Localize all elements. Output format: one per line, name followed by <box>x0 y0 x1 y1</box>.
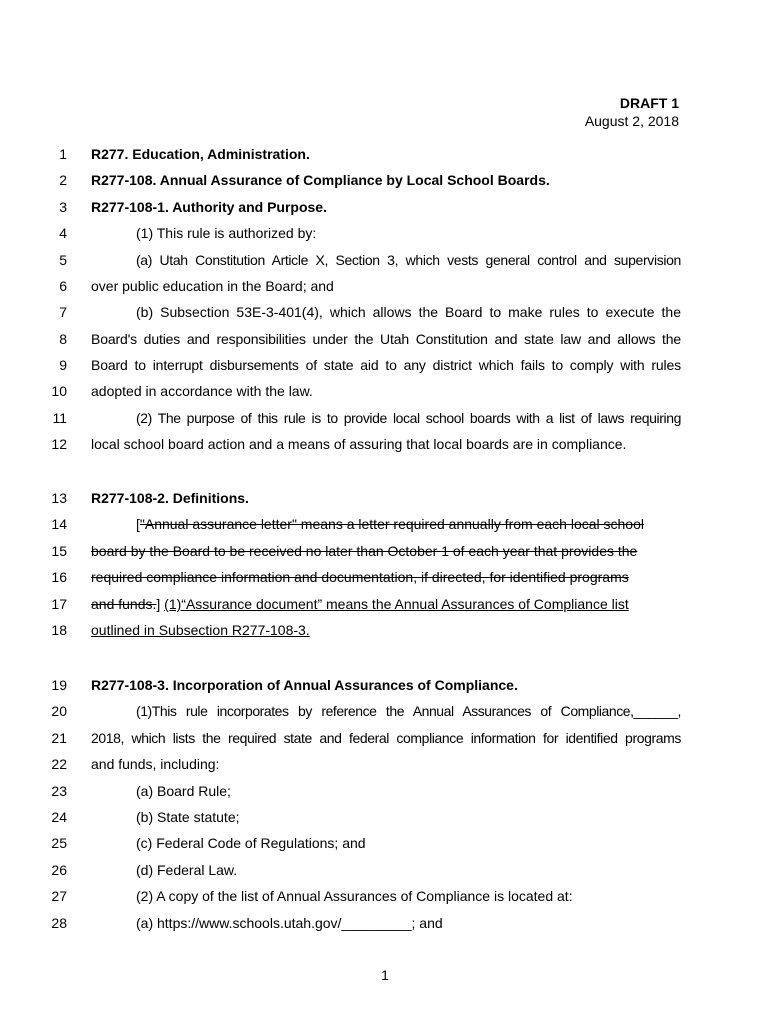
document-line <box>0 567 770 587</box>
document-line <box>0 302 770 322</box>
line-number: 17 <box>51 596 67 612</box>
section-heading: R277-108-1. Authority and Purpose. <box>91 199 327 215</box>
document-line <box>0 488 770 508</box>
document-line <box>0 434 770 454</box>
line-number: 19 <box>51 677 67 693</box>
body-text: (a) Board Rule; <box>136 783 231 799</box>
line-number: 2 <box>59 172 67 188</box>
body-text: (2) The purpose of this rule is to provide local school boards with a list of laws requiring <box>136 410 681 426</box>
body-text: (b) State statute; <box>136 809 240 825</box>
line-number: 3 <box>59 199 67 215</box>
document-line <box>0 329 770 349</box>
document-line <box>0 355 770 375</box>
document-line <box>0 250 770 270</box>
line-number: 27 <box>51 888 67 904</box>
body-text: 2018, which lists the required state and federal compliance information for identified programs <box>91 730 681 746</box>
body-text: (1) This rule is authorized by: <box>136 225 317 241</box>
document-line <box>0 675 770 695</box>
line-number: 9 <box>59 357 67 373</box>
line-number: 18 <box>51 622 67 638</box>
line-number: 21 <box>51 730 67 746</box>
document-line <box>0 833 770 853</box>
body-text: (a) https://www.schools.utah.gov/_________; and <box>136 915 443 931</box>
document-line <box>0 886 770 906</box>
line-number: 5 <box>59 252 67 268</box>
body-text: Board's duties and responsibilities under the Utah Constitution and state law and allows the <box>91 331 681 347</box>
body-text: over public education in the Board; and <box>91 278 334 294</box>
document-line <box>0 728 770 748</box>
body-text: (a) Utah Constitution Article X, Section 3, which vests general control and supervision <box>136 252 681 268</box>
line-number: 13 <box>51 490 67 506</box>
line-number: 8 <box>59 331 67 347</box>
document-line <box>0 807 770 827</box>
document-line <box>0 913 770 933</box>
document-line <box>0 197 770 217</box>
page-number: 1 <box>381 967 389 983</box>
amended-text <box>91 541 681 561</box>
line-number: 11 <box>52 410 67 426</box>
section-heading: R277-108-3. Incorporation of Annual Assurances of Compliance. <box>91 677 518 693</box>
document-line <box>0 408 770 428</box>
document-line <box>0 594 770 614</box>
section-heading: R277-108. Annual Assurance of Compliance by Local School Boards. <box>91 172 550 188</box>
deleted-text: and funds. <box>91 596 157 612</box>
section-heading: R277-108-2. Definitions. <box>91 490 249 506</box>
line-number: 6 <box>59 278 67 294</box>
line-number: 24 <box>51 809 67 825</box>
draft-label: DRAFT 1 <box>619 95 679 111</box>
deleted-text: board by the Board to be received no later than October 1 of each year that provides the <box>91 543 638 559</box>
amended-text <box>91 567 681 587</box>
document-line <box>0 170 770 190</box>
document-line <box>0 781 770 801</box>
deletion-bracket: ] <box>156 596 165 612</box>
deleted-text: required compliance information and documentation, if directed, for identified programs <box>91 569 629 585</box>
body-text: local school board action and a means of assuring that local boards are in compliance. <box>91 436 627 452</box>
line-number: 23 <box>51 783 67 799</box>
inserted-text: outlined in Subsection R277-108-3. <box>91 622 310 638</box>
line-number: 25 <box>51 835 67 851</box>
document-line <box>0 754 770 774</box>
body-text: adopted in accordance with the law. <box>91 383 313 399</box>
line-number: 26 <box>51 862 67 878</box>
document-line <box>0 620 770 640</box>
body-text: (1)This rule incorporates by reference the Annual Assurances of Compliance,______, <box>136 703 681 719</box>
amended-text <box>91 620 681 640</box>
line-number: 16 <box>51 569 67 585</box>
deletion-bracket: [ <box>136 516 140 532</box>
line-number: 7 <box>59 304 67 320</box>
line-number: 20 <box>51 703 67 719</box>
line-number: 1 <box>59 146 67 162</box>
document-line <box>0 701 770 721</box>
document-line <box>0 860 770 880</box>
section-heading: R277. Education, Administration. <box>91 146 310 162</box>
deleted-text: "Annual assurance letter" means a letter required annually from each local school <box>139 516 644 532</box>
document-line <box>0 144 770 164</box>
document-line <box>0 541 770 561</box>
document-line <box>0 381 770 401</box>
line-number: 22 <box>51 756 67 772</box>
document-line <box>0 223 770 243</box>
body-text: (d) Federal Law. <box>136 862 238 878</box>
line-number: 14 <box>51 516 67 532</box>
inserted-text: (1)“Assurance document” means the Annual Assurances of Compliance list <box>164 596 629 612</box>
line-number: 4 <box>59 225 67 241</box>
body-text: (2) A copy of the list of Annual Assurances of Compliance is located at: <box>136 888 573 904</box>
line-number: 28 <box>51 915 67 931</box>
document-line <box>0 514 770 534</box>
body-text: (b) Subsection 53E-3-401(4), which allows the Board to make rules to execute the <box>136 304 681 320</box>
body-text: (c) Federal Code of Regulations; and <box>136 835 366 851</box>
body-text: Board to interrupt disbursements of state aid to any district which fails to comply with rules <box>91 357 681 373</box>
draft-date: August 2, 2018 <box>584 113 679 129</box>
line-number: 15 <box>51 543 67 559</box>
line-number: 12 <box>51 436 67 452</box>
body-text: and funds, including: <box>91 756 220 772</box>
amended-text <box>91 594 681 614</box>
line-number: 10 <box>51 383 67 399</box>
document-line <box>0 276 770 296</box>
amended-text <box>136 514 681 534</box>
